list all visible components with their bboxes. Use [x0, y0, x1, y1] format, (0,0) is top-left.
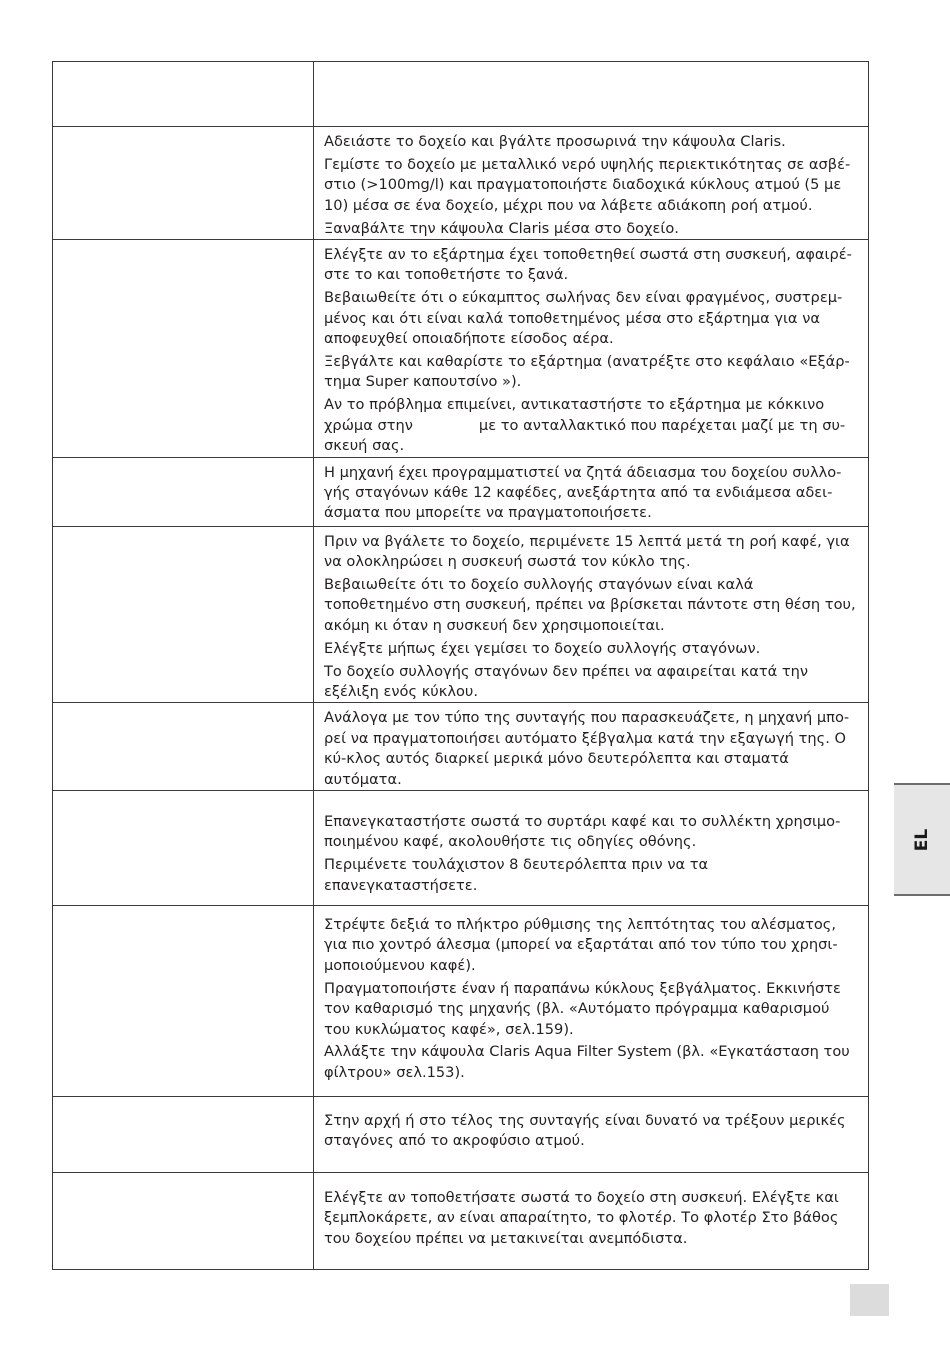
solution-cell [314, 1172, 869, 1269]
solution-text: Αλλάξτε την κάψουλα Claris Aqua Filter System (βλ. «Εγκατάσταση του φίλτρου» σελ.153). [324, 1043, 850, 1081]
solution-text: Αδειάστε το δοχείο και βγάλτε προσωρινά την κάψουλα Claris. [324, 133, 786, 150]
solution-text: Βεβαιωθείτε ότι ο εύκαμπτος σωλήνας δεν είναι φραγμένος, συστρεμ-μένος και ότι είναι καλά τοποθετημένος μέσα στο εξάρτημα για να αποφευχθεί οποιαδήποτε είσοδος αέρα. [324, 289, 843, 348]
table-row [53, 127, 869, 240]
problem-cell [53, 240, 314, 458]
solution-text: Γεμίστε το δοχείο με μεταλλικό νερό υψηλής περιεκτικότητας σε ασβέ-στιο (>100mg/l) και πραγματοποιήστε διαδοχικά κύκλους ατμού (5 με 10) μέσα σε ένα δοχείο, μέχρι που να λάβετε αδιάκοπη ροή ατμού. [324, 155, 851, 214]
problem-cell [53, 1096, 314, 1172]
solution-text: Πριν να βγάλετε το δοχείο, περιμένετε 15 λεπτά μετά τη ροή καφέ, για να ολοκληρώσει η συσκευή σωστά τον κύκλο της. [324, 532, 850, 570]
table-row [53, 1172, 869, 1269]
table-row [53, 703, 869, 791]
solution-text-part: Αν το πρόβλημα επιμείνει, αντικαταστήστε το εξάρτημα με κόκκινο χρώμα στην [324, 396, 825, 434]
solution-text: Περιμένετε τουλάχιστον 8 δευτερόλεπτα πριν να τα επανεγκαταστήσετε. [324, 856, 709, 894]
page-number-box [850, 1284, 889, 1316]
solution-text: Ξαναβάλτε την κάψουλα Claris μέσα στο δοχείο. [324, 219, 679, 237]
problem-cell [53, 127, 314, 240]
problem-cell [53, 703, 314, 791]
solution-text: Στρέψτε δεξιά το πλήκτρο ρύθμισης της λεπτότητας του αλέσματος, για πιο χοντρό άλεσμα (μπορεί να εξαρτάται από τον τύπο του χρησι-μοποιούμενου καφέ). [324, 915, 838, 974]
solution-cell [314, 240, 869, 458]
solution-text: Ξεβγάλτε και καθαρίστε το εξάρτημα (ανατρέξτε στο κεφάλαιο «Εξάρ-τημα Super καπουτσίνο »). [324, 353, 850, 391]
problem-cell [53, 790, 314, 905]
solution-text: Η μηχανή έχει προγραμματιστεί να ζητά άδειασμα του δοχείου συλλο-γής σταγόνων κάθε 12 καφέδες, ανεξάρτητα από τα ενδιάμεσα αδει-άσματα που μπορείτε να πραγματοποιήσετε. [324, 463, 842, 522]
solution-text: Ελέγξτε αν το εξάρτημα έχει τοποθετηθεί σωστά στη συσκευή, αφαιρέ-στε το και τοποθετήστε το ξανά. [324, 246, 852, 284]
solution-text: Επανεγκαταστήστε σωστά το συρτάρι καφέ και το συλλέκτη χρησιμο-ποιημένου καφέ, ακολουθήστε τις οδηγίες οθόνης. [324, 812, 841, 851]
solution-cell [314, 703, 869, 791]
table-row [53, 790, 869, 905]
solution-text: Ελέγξτε αν τοποθετήσατε σωστά το δοχείο στη συσκευή. Ελέγξτε και ξεμπλοκάρετε, αν είναι απαραίτητο, το φλοτέρ. Το φλοτέρ Στο βάθος του δοχείου πρέπει να μετακινείται ανεμπόδιστα. [324, 1188, 839, 1247]
solution-cell [314, 790, 869, 905]
solution-text: Στην αρχή ή στο τέλος της συνταγής είναι δυνατό να τρέξουν μερικές σταγόνες από το ακροφύσιο ατμού. [324, 1111, 846, 1150]
solution-text: Ανάλογα με τον τύπο της συνταγής που παρασκευάζετε, η μηχανή μπο-ρεί να πραγματοποιήσει αυτόματο ξέβγαλμα κατά την εξαγωγή της. Ο κύ-κλος αυτός διαρκεί μερικά μόνο δευτερόλεπτα και σταματά αυτόματα. [324, 709, 850, 788]
problem-cell [53, 62, 314, 127]
solution-text: Το δοχείο συλλογής σταγόνων δεν πρέπει να αφαιρείται κατά την εξέλιξη ενός κύκλου. [324, 662, 809, 700]
table-row [53, 526, 869, 703]
table-row [53, 240, 869, 458]
language-side-tab [894, 783, 950, 896]
solution-text: Ελέγξτε μήπως έχει γεμίσει το δοχείο συλλογής σταγόνων. [324, 639, 761, 657]
problem-cell [53, 905, 314, 1096]
table-row [53, 457, 869, 526]
problem-cell [53, 457, 314, 526]
problem-cell [53, 526, 314, 703]
solution-text: Πραγματοποιήστε έναν ή παραπάνω κύκλους ξεβγάλματος. Εκκινήστε τον καθαρισμό της μηχανής (βλ. «Αυτόματο πρόγραμμα καθαρισμού του κυκλώματος καφέ», σελ.159). [324, 979, 841, 1038]
solution-cell [314, 1096, 869, 1172]
solution-text [324, 395, 858, 456]
table-row [53, 62, 869, 127]
solution-cell [314, 457, 869, 526]
solution-text: Βεβαιωθείτε ότι το δοχείο συλλογής σταγόνων είναι καλά τοποθετημένο στη συσκευή, πρέπει να βρίσκεται πάντοτε στη θέση του, ακόμη κι όταν η συσκευή δεν χρησιμοποιείται. [324, 575, 856, 634]
solution-cell [314, 526, 869, 703]
problem-cell [53, 1172, 314, 1269]
troubleshooting-table [52, 61, 869, 1270]
table-row [53, 905, 869, 1096]
solution-cell [314, 905, 869, 1096]
solution-cell [314, 127, 869, 240]
language-tab-label: EL [912, 828, 932, 851]
table-row [53, 1096, 869, 1172]
solution-cell [314, 62, 869, 127]
solution-text-part: με το ανταλλακτικό που παρέχεται μαζί με τη συ-σκευή σας. [324, 416, 846, 455]
